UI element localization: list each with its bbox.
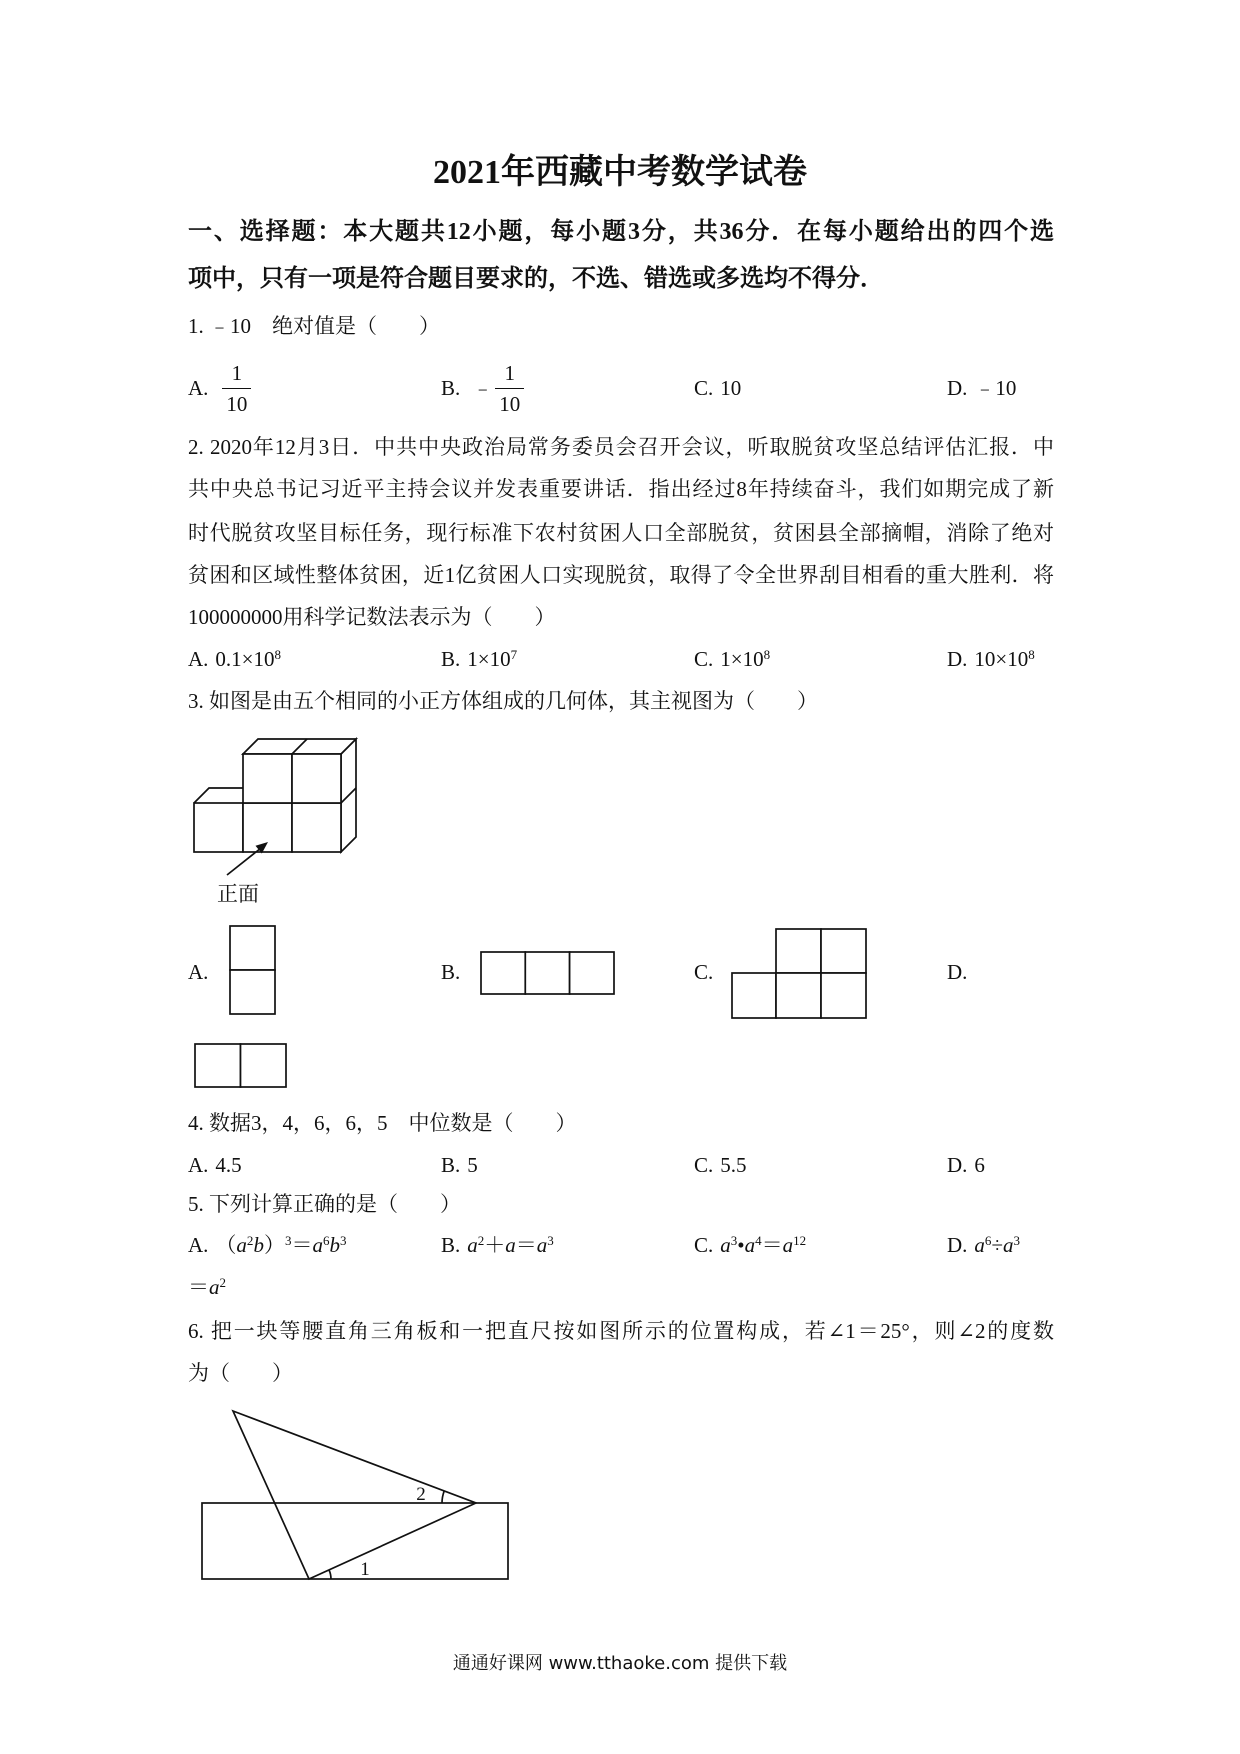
square — [195, 1044, 241, 1087]
square — [776, 973, 821, 1018]
square — [821, 973, 866, 1018]
math-symbol: ＝ — [291, 1233, 313, 1257]
cube-front-face — [243, 754, 292, 803]
q3-option-c-figure — [730, 927, 869, 1021]
math-variable: b — [329, 1233, 340, 1257]
cube-front-face — [292, 754, 341, 803]
q3-option-a-label: A. — [188, 960, 209, 984]
option-value: 1×10 — [720, 647, 764, 671]
cube-front-face — [243, 803, 292, 852]
q5-option-d — [947, 1230, 1020, 1260]
math-superscript: 6 — [984, 1232, 992, 1248]
fraction — [495, 358, 524, 419]
math-symbol: ÷ — [991, 1233, 1003, 1257]
math-superscript: 2 — [219, 1274, 227, 1290]
option-label: B. — [441, 1233, 461, 1257]
math-variable: a — [782, 1233, 794, 1257]
angle-2-arc — [442, 1491, 444, 1503]
option-value: 10 — [720, 376, 742, 400]
q1-option-a — [188, 353, 251, 423]
math-symbol: ＝ — [515, 1233, 537, 1257]
q2-option-c — [694, 644, 770, 674]
math-superscript: 12 — [793, 1232, 807, 1248]
q2-stem-line: 时代脱贫攻坚目标任务，现行标准下农村贫困人口全部脱贫，贫困县全部摘帽，消除了绝对 — [188, 521, 1054, 545]
exponent: 8 — [763, 646, 771, 662]
math-superscript: 3 — [339, 1232, 347, 1248]
q5-option-d-continuation — [188, 1272, 226, 1302]
option-label: B. — [441, 647, 461, 671]
option-label: C. — [694, 1153, 714, 1177]
fraction — [222, 358, 251, 419]
square — [821, 929, 866, 973]
fraction-numerator: 1 — [231, 360, 243, 385]
q1-option-d — [947, 373, 1016, 403]
math-variable: a — [536, 1233, 548, 1257]
square — [230, 926, 275, 970]
option-label: A. — [188, 1233, 209, 1257]
math-superscript: 3 — [547, 1232, 554, 1248]
page-title: 2021年西藏中考数学试卷 — [433, 154, 807, 191]
math-variable: a — [720, 1233, 731, 1257]
math-variable: a — [209, 1275, 220, 1299]
square — [732, 973, 776, 1018]
q2-stem-line: 2. 2020年12月3日．中共中央政治局常务委员会召开会议，听取脱贫攻坚总结评估汇报．中 — [188, 435, 1054, 459]
option-label: D. — [947, 1153, 968, 1177]
math-variable: a — [1002, 1233, 1014, 1257]
q5-option-a — [188, 1230, 346, 1260]
q5-stem: 5. 下列计算正确的是（ ） — [188, 1192, 461, 1216]
option-value: 5 — [467, 1153, 478, 1177]
q6-stem-line: 为（ ） — [188, 1361, 293, 1385]
option-label: D. — [947, 647, 968, 671]
q3-option-c-label: C. — [694, 960, 714, 984]
math-variable: a — [744, 1233, 756, 1257]
q4-option-c — [694, 1150, 747, 1180]
option-value: 0.1×10 — [215, 647, 275, 671]
q6-stem-line: 6. 把一块等腰直角三角板和一把直尺按如图所示的位置构成，若∠1＝25°，则∠2的度数 — [188, 1319, 1054, 1343]
cube-top-face-left — [194, 788, 243, 803]
math-variable: b — [253, 1233, 264, 1257]
cube-front-face — [292, 803, 341, 852]
option-label: D. — [947, 1233, 968, 1257]
math-superscript: 2 — [246, 1232, 254, 1248]
q2-option-d — [947, 644, 1035, 674]
fraction-numerator: 1 — [504, 360, 516, 385]
angle-2-label: 2 — [416, 1484, 426, 1505]
option-label: C. — [694, 647, 714, 671]
minus-sign: ﹣ — [472, 376, 494, 400]
option-label: A. — [188, 1153, 209, 1177]
section-heading-line: 项中，只有一项是符合题目要求的，不选、错选或多选均不得分． — [188, 266, 884, 292]
option-label: B. — [441, 376, 461, 400]
section-heading-line: 一、选择题：本大题共12小题，每小题3分，共36分．在每小题给出的四个选 — [188, 219, 1054, 245]
set-square-triangle — [233, 1411, 476, 1579]
math-symbol: ） — [263, 1233, 285, 1257]
q5-option-b — [441, 1230, 554, 1260]
cube-solid-figure — [185, 725, 370, 885]
square — [570, 952, 614, 994]
q4-option-a — [188, 1150, 242, 1180]
math-expression — [974, 1233, 1020, 1257]
q4-stem: 4. 数据3，4，6，6，5 中位数是（ ） — [188, 1111, 577, 1135]
option-value: 6 — [974, 1153, 985, 1177]
footer-source: 通通好课网 www.tthaoke.com 提供下载 — [452, 1653, 788, 1674]
exponent: 8 — [1028, 646, 1035, 662]
option-value: 5.5 — [720, 1153, 747, 1177]
angle-1-label: 1 — [360, 1559, 370, 1580]
q2-option-a — [188, 644, 281, 674]
q4-option-b — [441, 1150, 478, 1180]
option-label: B. — [441, 1153, 461, 1177]
option-value: 1×10 — [467, 647, 511, 671]
math-variable: a — [236, 1233, 247, 1257]
math-symbol: ＝ — [188, 1275, 209, 1299]
math-expression — [467, 1233, 554, 1257]
math-symbol: • — [737, 1233, 745, 1257]
math-variable: a — [312, 1233, 323, 1257]
option-value: 4.5 — [215, 1153, 242, 1177]
math-symbol: ＝ — [761, 1233, 783, 1257]
option-value: ﹣10 — [974, 376, 1017, 400]
triangle-ruler-figure — [195, 1400, 515, 1585]
cube-front-face — [194, 803, 243, 852]
math-variable: a — [467, 1233, 478, 1257]
math-variable: a — [505, 1233, 516, 1257]
option-value: 10×10 — [974, 647, 1029, 671]
fraction-denominator: 10 — [222, 388, 251, 419]
math-symbol: ＋ — [484, 1233, 506, 1257]
q2-stem-line: 共中央总书记习近平主持会议并发表重要讲话．指出经过8年持续奋斗，我们如期完成了新 — [188, 477, 1054, 501]
q1-option-c — [694, 373, 741, 403]
q2-stem-line: 贫困和区域性整体贫困，近1亿贫困人口实现脱贫，取得了令全世界刮目相看的重大胜利．将 — [188, 563, 1054, 587]
square — [525, 952, 569, 994]
q2-option-b — [441, 644, 517, 674]
ruler — [202, 1503, 508, 1579]
q3-option-d-label: D. — [947, 960, 968, 984]
q3-option-b-label: B. — [441, 960, 461, 984]
fraction-denominator: 10 — [495, 388, 524, 419]
q3-stem: 3. 如图是由五个相同的小正方体组成的几何体，其主视图为（ ） — [188, 689, 818, 713]
math-superscript: 3 — [1013, 1232, 1020, 1248]
option-label: A. — [188, 376, 209, 400]
angle-1-arc — [329, 1570, 331, 1579]
option-label: C. — [694, 1233, 714, 1257]
q2-stem-line: 100000000用科学记数法表示为（ ） — [188, 605, 556, 629]
exponent: 7 — [510, 646, 518, 662]
q5-option-c — [694, 1230, 806, 1260]
square — [241, 1044, 287, 1087]
option-label: D. — [947, 376, 968, 400]
q4-option-d — [947, 1150, 985, 1180]
q1-stem: 1. ﹣10 绝对值是（ ） — [188, 314, 440, 338]
math-variable: a — [974, 1233, 985, 1257]
square — [481, 952, 525, 994]
exponent: 8 — [274, 646, 282, 662]
math-superscript: 2 — [477, 1232, 485, 1248]
q3-option-a-figure — [228, 924, 278, 1018]
q1-option-b — [441, 353, 524, 423]
square — [230, 970, 275, 1014]
math-expression — [215, 1233, 346, 1257]
math-superscript: 6 — [322, 1232, 330, 1248]
option-label: C. — [694, 376, 714, 400]
math-superscript: 4 — [755, 1232, 762, 1248]
option-label: A. — [188, 647, 209, 671]
math-expression — [720, 1233, 806, 1257]
math-symbol: （ — [215, 1233, 237, 1257]
math-superscript: 3 — [284, 1232, 292, 1248]
math-superscript: 3 — [730, 1232, 738, 1248]
square — [776, 929, 821, 973]
q3-option-b-figure — [479, 950, 617, 996]
front-view-label: 正面 — [217, 882, 259, 906]
q3-option-d-figure — [193, 1042, 289, 1090]
